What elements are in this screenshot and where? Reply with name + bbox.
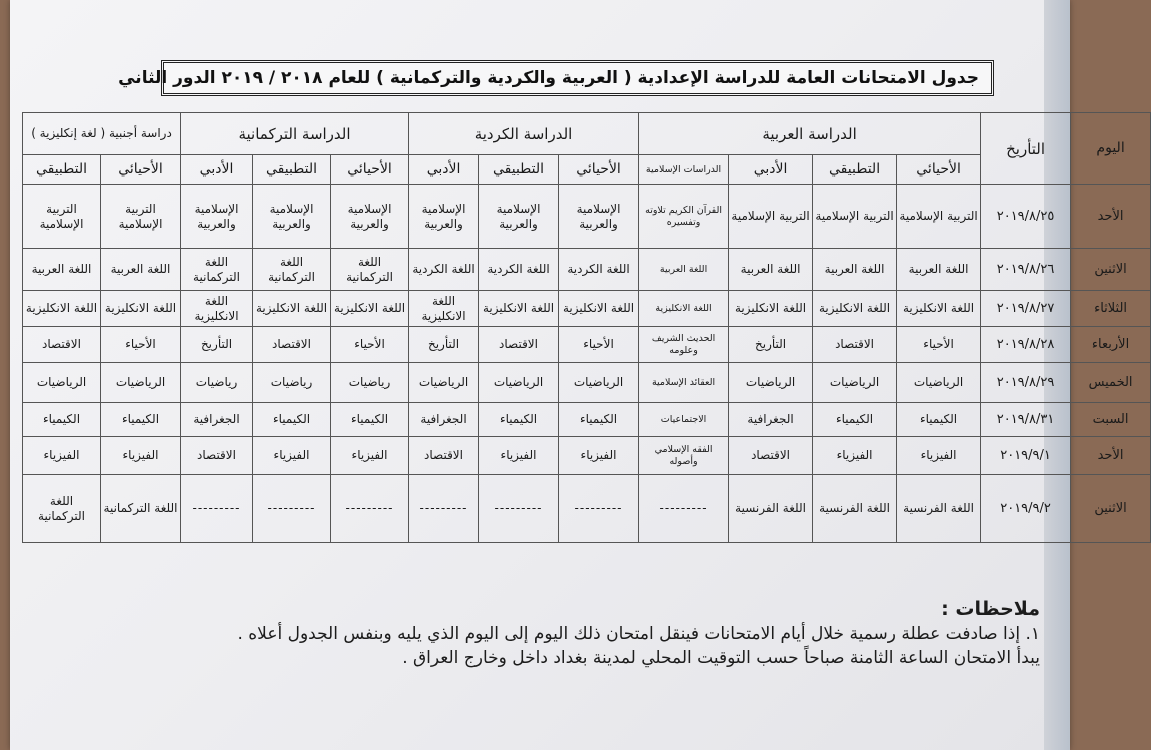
subject-cell: --------- [559,475,639,543]
subject-cell: الرياضيات [559,363,639,403]
subject-cell: اللغة الانكليزية [409,291,479,327]
table-row [23,327,1151,363]
subject-cell: اللغة الانكليزية [23,291,101,327]
subject-cell: الفيزياء [23,437,101,475]
page-title: جدول الامتحانات العامة للدراسة الإعدادية ( العربية والكردية والتركمانية ) للعام ٢٠١٨ / ٢٠١٩ الدور الثاني [118,68,979,88]
kurdish-sub-header: التطبيقي [479,155,559,185]
subject-cell: الإسلامية والعربية [479,185,559,249]
subject-cell: الجغرافية [181,403,253,437]
date-cell: ٢٠١٩/٨/٢٨ [981,327,1071,363]
subject-cell: الكيمياء [23,403,101,437]
day-cell: الثلاثاء [1071,291,1151,327]
subject-cell: الرياضيات [813,363,897,403]
subject-cell: الاقتصاد [479,327,559,363]
subject-cell: اللغة العربية [23,249,101,291]
kurdish-sub-header: الأحيائي [559,155,639,185]
subject-cell: اللغة الكردية [559,249,639,291]
subject-cell: اللغة العربية [639,249,729,291]
subject-cell: اللغة الانكليزية [101,291,181,327]
subject-cell: اللغة العربية [101,249,181,291]
subject-cell: التأريخ [409,327,479,363]
date-cell: ٢٠١٩/٨/٣١ [981,403,1071,437]
subject-cell: الحديث الشريف وعلومه [639,327,729,363]
subject-cell: اللغة العربية [813,249,897,291]
turkmen-group-header: الدراسة التركمانية [181,113,409,155]
subject-cell: اللغة الكردية [409,249,479,291]
date-cell: ٢٠١٩/٩/٢ [981,475,1071,543]
subject-cell: --------- [479,475,559,543]
subject-cell: اللغة التركمانية [181,249,253,291]
subject-cell: اللغة الفرنسية [729,475,813,543]
subject-cell: --------- [181,475,253,543]
subject-cell: الكيمياء [253,403,331,437]
arabic-sub-header: الأحيائي [897,155,981,185]
table-row [23,403,1151,437]
subject-cell: اللغة العربية [897,249,981,291]
subject-cell: الأحياء [897,327,981,363]
day-cell: الاثنين [1071,249,1151,291]
subject-cell: رياضيات [181,363,253,403]
subject-cell: الرياضيات [409,363,479,403]
subject-cell: اللغة الانكليزية [813,291,897,327]
turkmen-sub-header: الأحيائي [331,155,409,185]
subject-cell: الرياضيات [729,363,813,403]
foreign-sub-header: الأحيائي [101,155,181,185]
subject-cell: الاقتصاد [813,327,897,363]
note-line: ١. إذا صادفت عطلة رسمية خلال أيام الامتحانات فينقل امتحان ذلك اليوم إلى اليوم الذي يليه وبنفس الجدول أعلاه . [237,624,1040,644]
subject-cell: اللغة الفرنسية [813,475,897,543]
table-row [23,291,1151,327]
subject-cell: الاقتصاد [181,437,253,475]
subject-cell: الاقتصاد [23,327,101,363]
day-cell: الأربعاء [1071,327,1151,363]
arabic-sub-header: التطبيقي [813,155,897,185]
subject-cell: اللغة التركمانية [101,475,181,543]
table-row [23,249,1151,291]
subject-cell: القرآن الكريم تلاوته وتفسيره [639,185,729,249]
date-cell: ٢٠١٩/٨/٢٧ [981,291,1071,327]
subject-cell: الفيزياء [897,437,981,475]
date-cell: ٢٠١٩/٨/٢٦ [981,249,1071,291]
kurdish-sub-header: الأدبي [409,155,479,185]
subject-cell: الرياضيات [897,363,981,403]
subject-cell: الكيمياء [479,403,559,437]
subject-cell: الاقتصاد [253,327,331,363]
subject-cell: الأحياء [559,327,639,363]
day-cell: الخميس [1071,363,1151,403]
subject-cell: الجغرافية [409,403,479,437]
subject-cell: الإسلامية والعربية [559,185,639,249]
subject-cell: الفقه الإسلامي وأصوله [639,437,729,475]
date-cell: ٢٠١٩/٩/١ [981,437,1071,475]
subject-cell: الإسلامية والعربية [331,185,409,249]
turkmen-sub-header: التطبيقي [253,155,331,185]
table-row [23,185,1151,249]
subject-cell: الكيمياء [813,403,897,437]
subject-cell: الأحياء [101,327,181,363]
subject-cell: اللغة الانكليزية [331,291,409,327]
subject-cell: الفيزياء [331,437,409,475]
subject-cell: اللغة الانكليزية [729,291,813,327]
notes-section [40,598,1040,668]
subject-cell: اللغة الكردية [479,249,559,291]
subject-cell: الكيمياء [331,403,409,437]
subject-cell: الرياضيات [23,363,101,403]
subject-cell: --------- [253,475,331,543]
subject-cell: الفيزياء [559,437,639,475]
subject-cell: رياضيات [331,363,409,403]
subject-cell: اللغة التركمانية [253,249,331,291]
subject-cell: الكيمياء [101,403,181,437]
date-header: التأريخ [981,113,1071,185]
subject-cell: الفيزياء [479,437,559,475]
subject-cell: التربية الإسلامية [101,185,181,249]
subject-cell: --------- [331,475,409,543]
day-cell: الأحد [1071,437,1151,475]
subject-cell: التأريخ [181,327,253,363]
subject-cell: التربية الإسلامية [729,185,813,249]
foreign-group-header: دراسة أجنبية ( لغة إنكليزية ) [23,113,181,155]
subject-cell: --------- [639,475,729,543]
subject-cell: الفيزياء [813,437,897,475]
subject-cell: الإسلامية والعربية [409,185,479,249]
subject-cell: الإسلامية والعربية [253,185,331,249]
subject-cell: اللغة العربية [729,249,813,291]
subject-cell: التربية الإسلامية [813,185,897,249]
day-cell: الأحد [1071,185,1151,249]
kurdish-group-header: الدراسة الكردية [409,113,639,155]
notes-heading: ملاحظات : [941,598,1040,620]
subject-cell: التربية الإسلامية [23,185,101,249]
subject-cell: اللغة الانكليزية [639,291,729,327]
table-row [23,363,1151,403]
date-cell: ٢٠١٩/٨/٢٥ [981,185,1071,249]
schedule-body [23,185,1151,543]
subject-cell: رياضيات [253,363,331,403]
subject-cell: الفيزياء [253,437,331,475]
subject-cell: اللغة الانكليزية [253,291,331,327]
subject-cell: الاجتماعيات [639,403,729,437]
subject-cell: الفيزياء [101,437,181,475]
subject-cell: --------- [409,475,479,543]
paper-sheet [10,0,1133,750]
day-header: اليوم [1071,113,1151,185]
arabic-group-header: الدراسة العربية [639,113,981,155]
date-cell: ٢٠١٩/٨/٢٩ [981,363,1071,403]
subject-cell: الجغرافية [729,403,813,437]
subject-cell: الرياضيات [101,363,181,403]
table-row [23,475,1151,543]
subject-cell: العقائد الإسلامية [639,363,729,403]
subject-cell: التربية الإسلامية [897,185,981,249]
subject-cell: التأريخ [729,327,813,363]
title-box [118,60,994,96]
foreign-sub-header: التطبيقي [23,155,101,185]
subject-cell: اللغة الانكليزية [897,291,981,327]
subject-cell: الكيمياء [897,403,981,437]
day-cell: الاثنين [1071,475,1151,543]
arabic-sub-header: الدراسات الإسلامية [639,155,729,185]
subject-cell: الاقتصاد [729,437,813,475]
subject-cell: اللغة الانكليزية [479,291,559,327]
subject-cell: الرياضيات [479,363,559,403]
subject-cell: الأحياء [331,327,409,363]
subject-cell: اللغة التركمانية [23,475,101,543]
subject-cell: اللغة التركمانية [331,249,409,291]
exam-schedule-table [22,112,1151,543]
subject-cell: اللغة الفرنسية [897,475,981,543]
subject-cell: الاقتصاد [409,437,479,475]
turkmen-sub-header: الأدبي [181,155,253,185]
day-cell: السبت [1071,403,1151,437]
note-line: يبدأ الامتحان الساعة الثامنة صباحاً حسب التوقيت المحلي لمدينة بغداد داخل وخارج العراق . [402,648,1040,668]
subject-cell: اللغة الانكليزية [181,291,253,327]
table-row [23,437,1151,475]
subject-cell: اللغة الانكليزية [559,291,639,327]
arabic-sub-header: الأدبي [729,155,813,185]
subject-cell: الإسلامية والعربية [181,185,253,249]
subject-cell: الكيمياء [559,403,639,437]
